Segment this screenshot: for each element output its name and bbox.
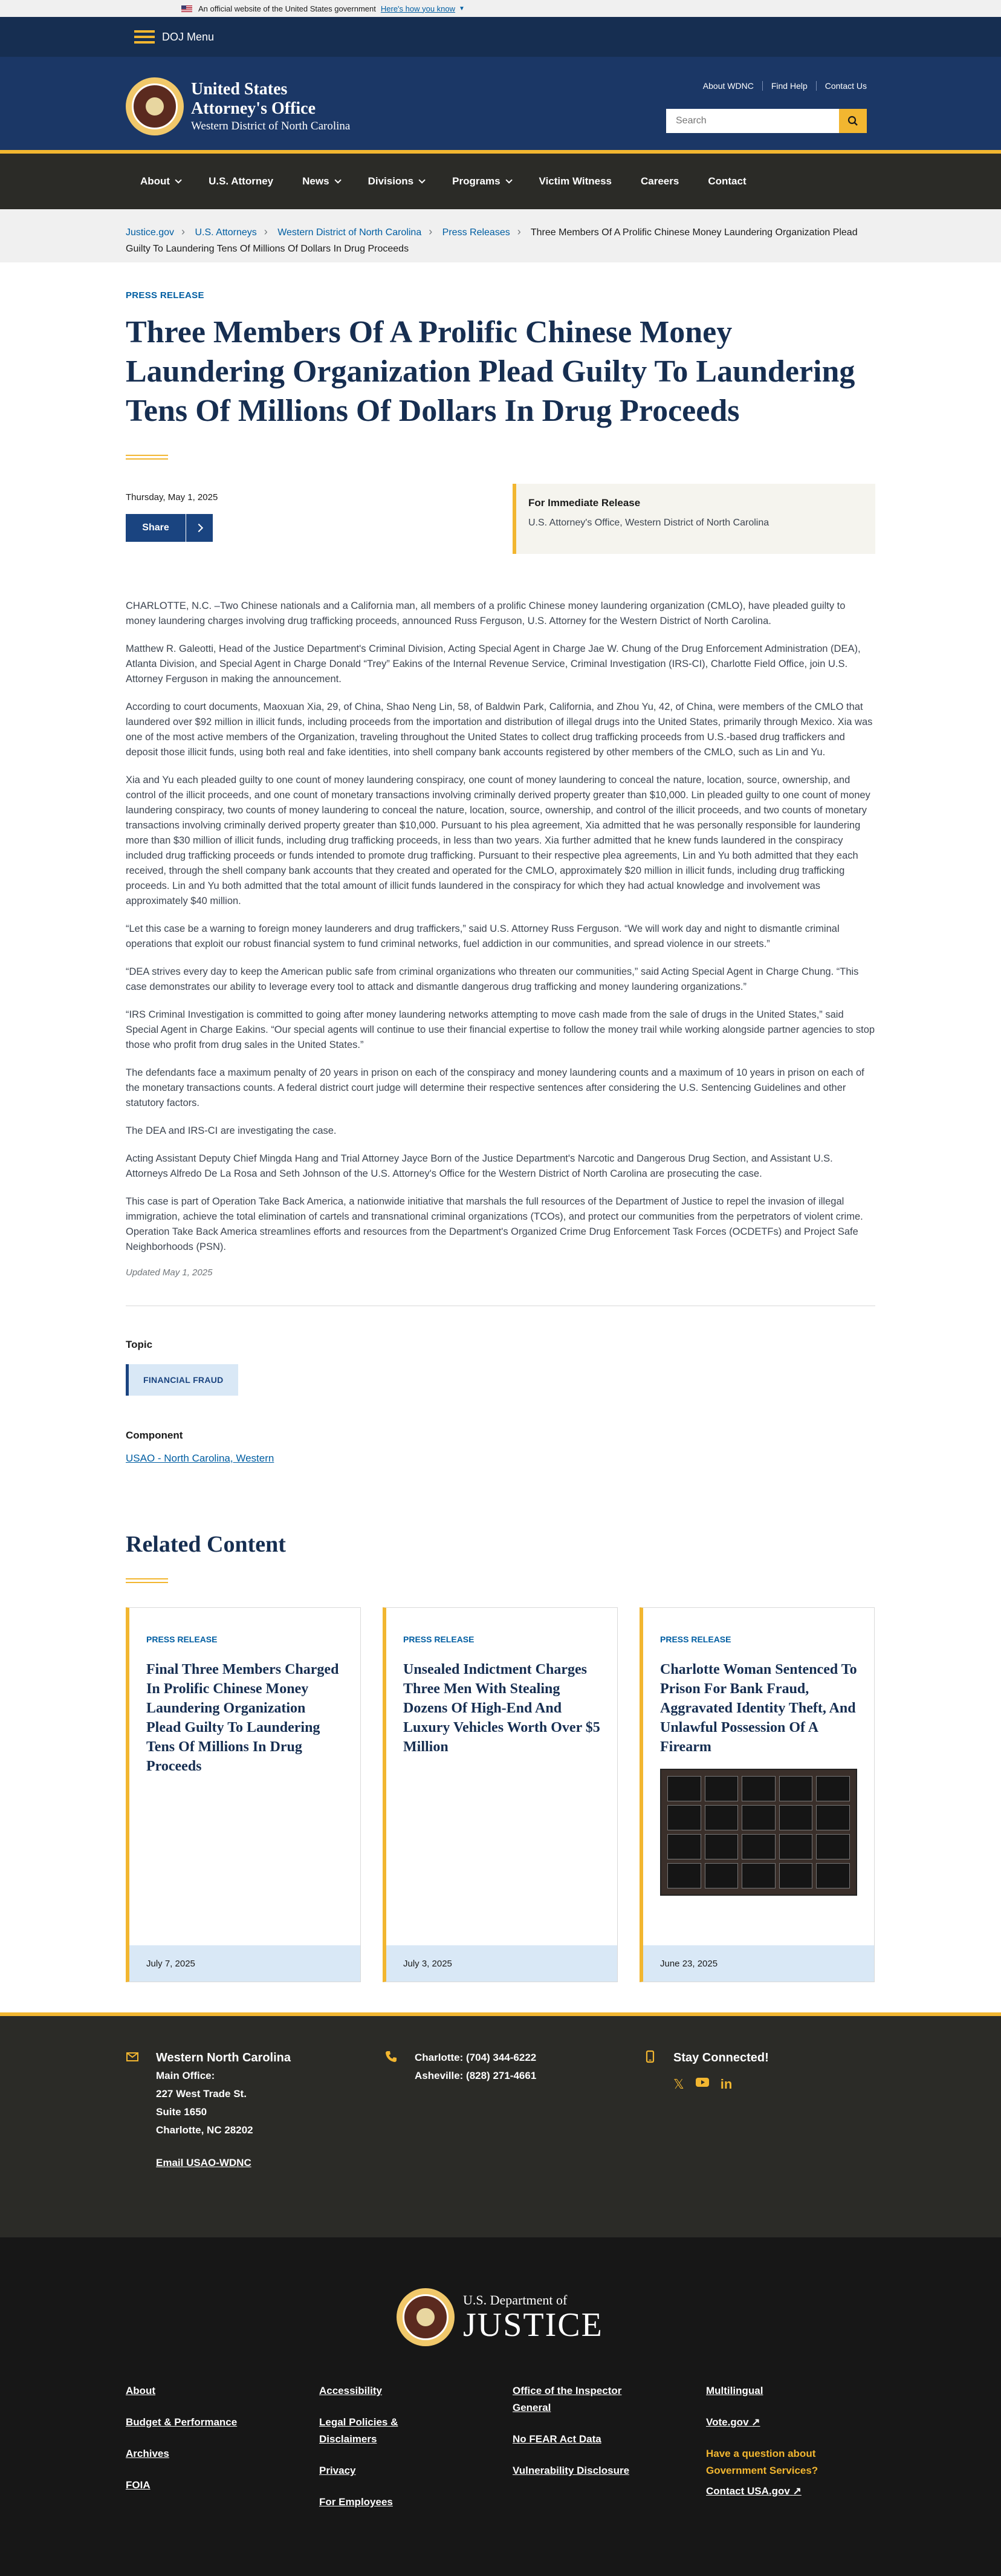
article-paragraph: Matthew R. Galeotti, Head of the Justice Department's Criminal Division, Acting Special Agent in Charge Jae W. Chung of the Drug Enforcement Administration (DEA), Atlanta Division, and Special Agent in Charge Donald “Trey” Eakins of the Internal Revenue Service, Criminal Investigation (IRS-CI), Charlotte Field Office, join U.S. Attorney Ferguson in making the announcement. bbox=[126, 643, 861, 685]
site-name-line2: Attorney's Office bbox=[191, 99, 316, 118]
chevron-down-icon bbox=[334, 177, 341, 183]
card-date: June 23, 2025 bbox=[643, 1945, 874, 1982]
heres-how-you-know-link[interactable]: Here's how you know bbox=[380, 4, 456, 13]
site-district: Western District of North Carolina bbox=[191, 120, 351, 132]
contact-usa-gov-label: Contact USA.gov bbox=[706, 2485, 790, 2497]
nav-divisions-label: Divisions bbox=[368, 175, 414, 187]
article-paragraph: Acting Assistant Deputy Chief Mingda Hang and Trial Attorney Jayce Born of the Justice Department's Narcotic and Dangerous Drug Section, and Assistant U.S. Attorneys Alfredo De La Rosa and Seth Johnson of the U.S. Attorney's Office for the Western District of North Carolina are prosecuting the case. bbox=[126, 1153, 833, 1179]
footer-address-column bbox=[126, 2049, 291, 2172]
nav-programs-label: Programs bbox=[452, 175, 500, 187]
doj-menu-label[interactable]: DOJ Menu bbox=[162, 30, 215, 43]
footer-link[interactable]: About bbox=[126, 2385, 156, 2396]
chevron-right-icon: › bbox=[181, 226, 186, 238]
footer-link[interactable]: Archives bbox=[126, 2448, 169, 2459]
mobile-phone-icon bbox=[643, 2050, 656, 2063]
linkedin-icon[interactable]: in bbox=[720, 2077, 733, 2092]
nav-contact[interactable] bbox=[693, 175, 760, 187]
footer-phone[interactable]: Charlotte: (704) 344-6222 bbox=[415, 2052, 537, 2063]
card-eyebrow: PRESS RELEASE bbox=[403, 1634, 475, 1644]
footer-link[interactable]: Budget & Performance bbox=[126, 2416, 238, 2428]
chevron-right-icon: › bbox=[517, 226, 521, 238]
footer-link[interactable]: Office of the Inspector General bbox=[513, 2385, 622, 2413]
external-link-icon: ↗ bbox=[792, 2485, 802, 2497]
search-input[interactable] bbox=[666, 109, 839, 133]
article-paragraph: “IRS Criminal Investigation is committed to going after money laundering networks attempting to move cash made from the sale of drugs in the United States,” said Special Agent in Charge Eakins. “Our special agents will continue to use their financial expertise to follow the money trail while working alongside partner agencies to stop those who profit from drug sales in the United States.” bbox=[126, 1009, 875, 1050]
nav-programs[interactable] bbox=[438, 175, 524, 187]
chevron-right-icon: › bbox=[429, 226, 433, 238]
chevron-down-icon bbox=[175, 177, 182, 183]
footer-link[interactable]: For Employees bbox=[319, 2496, 393, 2508]
nav-news[interactable] bbox=[288, 175, 353, 187]
footer-address-line: Main Office: bbox=[156, 2070, 215, 2081]
updated-date: Updated May 1, 2025 bbox=[126, 1267, 213, 1278]
chevron-right-icon bbox=[195, 524, 203, 532]
nav-divisions[interactable] bbox=[354, 175, 438, 187]
stay-connected-label: Stay Connected! bbox=[673, 2051, 769, 2064]
page-title: Three Members Of A Prolific Chinese Money Laundering Organization Plead Guilty To Laundering Tens Of Millions Of Dollars In Drug Proceeds bbox=[126, 315, 855, 428]
util-link-find-help[interactable]: Find Help bbox=[763, 81, 817, 91]
topic-tag[interactable]: FINANCIAL FRAUD bbox=[126, 1364, 238, 1396]
component-label: Component bbox=[126, 1429, 183, 1441]
site-name[interactable] bbox=[191, 80, 350, 134]
help-question: Have a question about Government Services? bbox=[706, 2448, 818, 2476]
related-cards bbox=[126, 1607, 875, 1982]
topic-label: Topic bbox=[126, 1339, 153, 1350]
nav-us-attorney[interactable] bbox=[194, 175, 288, 187]
footer-links bbox=[126, 2382, 863, 2525]
article-body bbox=[126, 599, 875, 1255]
footer-phone[interactable]: Asheville: (828) 271-4661 bbox=[415, 2070, 537, 2081]
util-link-contact[interactable]: Contact Us bbox=[824, 81, 867, 91]
footer-link[interactable]: Accessibility bbox=[319, 2385, 382, 2396]
chevron-down-icon bbox=[505, 177, 512, 183]
card-date: July 7, 2025 bbox=[129, 1945, 360, 1982]
article-paragraph: The DEA and IRS-CI are investigating the case. bbox=[126, 1125, 337, 1136]
footer-link[interactable]: No FEAR Act Data bbox=[513, 2433, 601, 2445]
footer-address-line: Charlotte, NC 28202 bbox=[156, 2124, 253, 2136]
hamburger-menu-icon[interactable] bbox=[134, 30, 155, 44]
article-meta bbox=[126, 484, 875, 574]
share-label: Share bbox=[126, 514, 186, 542]
doj-seal-icon bbox=[397, 2288, 455, 2346]
article-date: Thursday, May 1, 2025 bbox=[126, 492, 218, 503]
breadcrumb-current: Three Members Of A Prolific Chinese Money Laundering Organization Plead Guilty To Laundering Tens Of Millions Of Dollars In Drug Proceeds bbox=[126, 227, 858, 254]
footer-main bbox=[0, 2237, 1001, 2576]
doj-logo-top: U.S. Department of bbox=[463, 2292, 568, 2308]
mail-icon bbox=[126, 2050, 139, 2063]
doj-menu-bar bbox=[0, 17, 1001, 57]
article-paragraph: CHARLOTTE, N.C. –Two Chinese nationals and a California man, all members of a prolific Chinese money laundering organization (CMLO), have pleaded guilty to money laundering charges involving drug trafficking proceeds, announced Russ Ferguson, U.S. Attorney for the Western District of North Carolina. bbox=[126, 600, 846, 626]
breadcrumb-us-attorneys[interactable]: U.S. Attorneys bbox=[195, 227, 257, 238]
gov-banner bbox=[0, 0, 1001, 17]
footer-address-line: 227 West Trade St. bbox=[156, 2088, 247, 2100]
article-paragraph: According to court documents, Maoxuan Xia, 29, of China, Shao Neng Lin, 58, of Baldwin Park, California, and Zhou Yu, 42, of China, were members of the CMLO that laundered over $92 million in illicit funds, including proceeds from the importation and distribution of illegal drugs into the United States, primarily through Mexico. Xia was one of the most active members of the Organization, traveling throughout the United States to collect drug trafficking proceeds from U.S.-based drug traffickers and deposit those illicit funds, using both real and fake identities, into shell company bank accounts registered by other members of the CMLO, such as Lin and Yu. bbox=[126, 701, 873, 758]
contact-usa-gov-link[interactable] bbox=[706, 2483, 845, 2500]
card-title[interactable]: Unsealed Indictment Charges Three Men With Stealing Dozens Of High-End And Luxury Vehicles Worth Over $5 Million bbox=[403, 1662, 600, 1755]
release-label: For Immediate Release bbox=[528, 497, 641, 509]
nav-about-label: About bbox=[140, 175, 170, 187]
footer-link[interactable]: FOIA bbox=[126, 2479, 151, 2491]
youtube-icon[interactable] bbox=[695, 2075, 710, 2089]
breadcrumb bbox=[0, 209, 1001, 262]
breadcrumb-justice-gov[interactable]: Justice.gov bbox=[126, 227, 175, 238]
gov-banner-text: An official website of the United States government bbox=[198, 4, 376, 13]
external-link-icon: ↗ bbox=[751, 2416, 760, 2428]
search-form bbox=[666, 109, 867, 133]
vote-link-label: Vote.gov bbox=[706, 2416, 749, 2428]
chevron-down-icon bbox=[419, 177, 426, 183]
main-content bbox=[0, 290, 1001, 1982]
footer-link[interactable]: Legal Policies & Disclaimers bbox=[319, 2416, 398, 2445]
x-twitter-icon[interactable]: 𝕏 bbox=[673, 2077, 684, 2092]
search-button[interactable] bbox=[839, 109, 867, 133]
nav-news-label: News bbox=[302, 175, 329, 187]
doj-logo[interactable] bbox=[397, 2288, 603, 2346]
util-link-about[interactable]: About WDNC bbox=[695, 81, 763, 91]
email-office-link[interactable]: Email USAO-WDNC bbox=[156, 2157, 251, 2168]
nav-careers[interactable] bbox=[626, 175, 693, 187]
card-title[interactable]: Charlotte Woman Sentenced To Prison For Bank Fraud, Aggravated Identity Theft, And Unlawful Possession Of A Firearm bbox=[660, 1662, 857, 1755]
footer-phone-column bbox=[384, 2049, 536, 2085]
nav-us-attorney-label: U.S. Attorney bbox=[209, 175, 274, 187]
related-card[interactable] bbox=[126, 1607, 361, 1982]
site-name-line1: United States bbox=[191, 80, 288, 99]
release-office: U.S. Attorney's Office, Western District of North Carolina bbox=[528, 518, 769, 528]
footer-contact bbox=[0, 2012, 1001, 2237]
related-card[interactable] bbox=[383, 1607, 618, 1982]
footer-link-vote[interactable] bbox=[706, 2414, 845, 2431]
us-flag-icon bbox=[181, 5, 192, 12]
article-paragraph: This case is part of Operation Take Back America, a nationwide initiative that marshals the full resources of the Department of Justice to repel the invasion of illegal immigration, achieve the total elimination of cartels and transnational criminal organizations (TCOs), and protect our communities from the perpetrators of violent crime. Operation Take Back America streamlines efforts and resources from the Department's Organized Crime Drug Enforcement Task Forces (OCDETFs) and Project Safe Neighborhoods (PSN). bbox=[126, 1196, 863, 1252]
chevron-right-icon: › bbox=[264, 226, 268, 238]
nav-about[interactable] bbox=[126, 175, 194, 187]
component-link[interactable]: USAO - North Carolina, Western bbox=[126, 1452, 274, 1464]
title-divider bbox=[126, 455, 168, 460]
footer-link[interactable]: Privacy bbox=[319, 2465, 356, 2476]
related-card[interactable] bbox=[640, 1607, 875, 1982]
site-header bbox=[0, 57, 1001, 154]
main-nav bbox=[0, 154, 1001, 209]
chevron-down-icon[interactable]: ▼ bbox=[459, 5, 465, 12]
article-eyebrow: PRESS RELEASE bbox=[126, 290, 204, 301]
card-image[interactable] bbox=[660, 1769, 857, 1896]
card-eyebrow: PRESS RELEASE bbox=[146, 1634, 218, 1644]
search-icon bbox=[847, 115, 858, 126]
nav-victim-witness-label: Victim Witness bbox=[539, 175, 612, 187]
utility-links bbox=[695, 81, 867, 91]
card-title[interactable]: Final Three Members Charged In Prolific Chinese Money Laundering Organization Plead Guilty To Laundering Tens Of Millions In Drug Proceeds bbox=[146, 1662, 339, 1774]
footer-link[interactable]: Vulnerability Disclosure bbox=[513, 2465, 630, 2476]
related-divider bbox=[126, 1578, 168, 1583]
article-paragraph: “Let this case be a warning to foreign money launderers and drug traffickers,” said U.S. Attorney Russ Ferguson. “We will work day and night to dismantle criminal operations that exploit our robust financial system to fund criminal networks, fuel addiction in our communities, and spread violence in our streets.” bbox=[126, 923, 840, 949]
share-button[interactable] bbox=[126, 514, 213, 542]
related-content-title: Related Content bbox=[126, 1532, 286, 1557]
card-date: July 3, 2025 bbox=[386, 1945, 617, 1982]
release-info-box bbox=[513, 484, 875, 554]
footer-social-column bbox=[643, 2049, 769, 2093]
footer-address-line: Suite 1650 bbox=[156, 2106, 207, 2118]
article-paragraph: “DEA strives every day to keep the American public safe from criminal organizations who threaten our communities,” said Acting Special Agent in Charge Chung. “This case demonstrates our ability to leverage every tool to attack and dismantle dangerous drug trafficking and money laundering organizations.” bbox=[126, 966, 859, 992]
card-eyebrow: PRESS RELEASE bbox=[660, 1634, 731, 1644]
nav-careers-label: Careers bbox=[641, 175, 679, 187]
nav-victim-witness[interactable] bbox=[525, 175, 626, 187]
article-paragraph: The defendants face a maximum penalty of 20 years in prison on each of the conspiracy and money laundering counts and a maximum of 10 years in prison on each of the monetary transactions counts. A federal district court judge will determine their respective sentences after considering the U.S. Sentencing Guidelines and other statutory factors. bbox=[126, 1067, 864, 1108]
breadcrumb-press-releases[interactable]: Press Releases bbox=[442, 227, 510, 238]
phone-icon bbox=[384, 2050, 398, 2063]
footer-office-name: Western North Carolina bbox=[156, 2051, 291, 2064]
doj-seal-logo[interactable] bbox=[126, 77, 184, 135]
doj-logo-bottom: JUSTICE bbox=[463, 2306, 603, 2344]
article-paragraph: Xia and Yu each pleaded guilty to one count of money laundering conspiracy, one count of money laundering to conceal the nature, location, source, ownership, and control of the illicit proceeds, and one count of monetary transactions involving criminally derived property greater than $10,000. Lin pleaded guilty to one count of money laundering conspiracy, two counts of money laundering to conceal the nature, location, source, ownership, and control of the illicit proceeds, and two counts of monetary transactions involving criminally derived property greater than $10,000. Pursuant to his plea agreement, Xia admitted that he was personally responsible for laundering more than $30 million of illicit funds, including drug trafficking proceeds, in less than two years. Xia further admitted that he knew funds laundered in the conspiracy included drug trafficking proceeds or funds intended to promote drug trafficking. Pursuant to their respective plea agreements, Lin and Yu both admitted that they each received, through the shell company bank accounts that they created and operated for the CMLO, approximately $20 million in illicit funds, including drug trafficking proceeds. Lin and Yu both admitted that the total amount of illicit funds laundered in the conspiracy for which they had actual knowledge and involvement was approximately $40 million. bbox=[126, 775, 870, 906]
footer-link[interactable]: Multilingual bbox=[706, 2385, 763, 2396]
breadcrumb-wdnc[interactable]: Western District of North Carolina bbox=[277, 227, 422, 238]
social-links bbox=[673, 2075, 769, 2093]
nav-contact-label: Contact bbox=[708, 175, 747, 187]
